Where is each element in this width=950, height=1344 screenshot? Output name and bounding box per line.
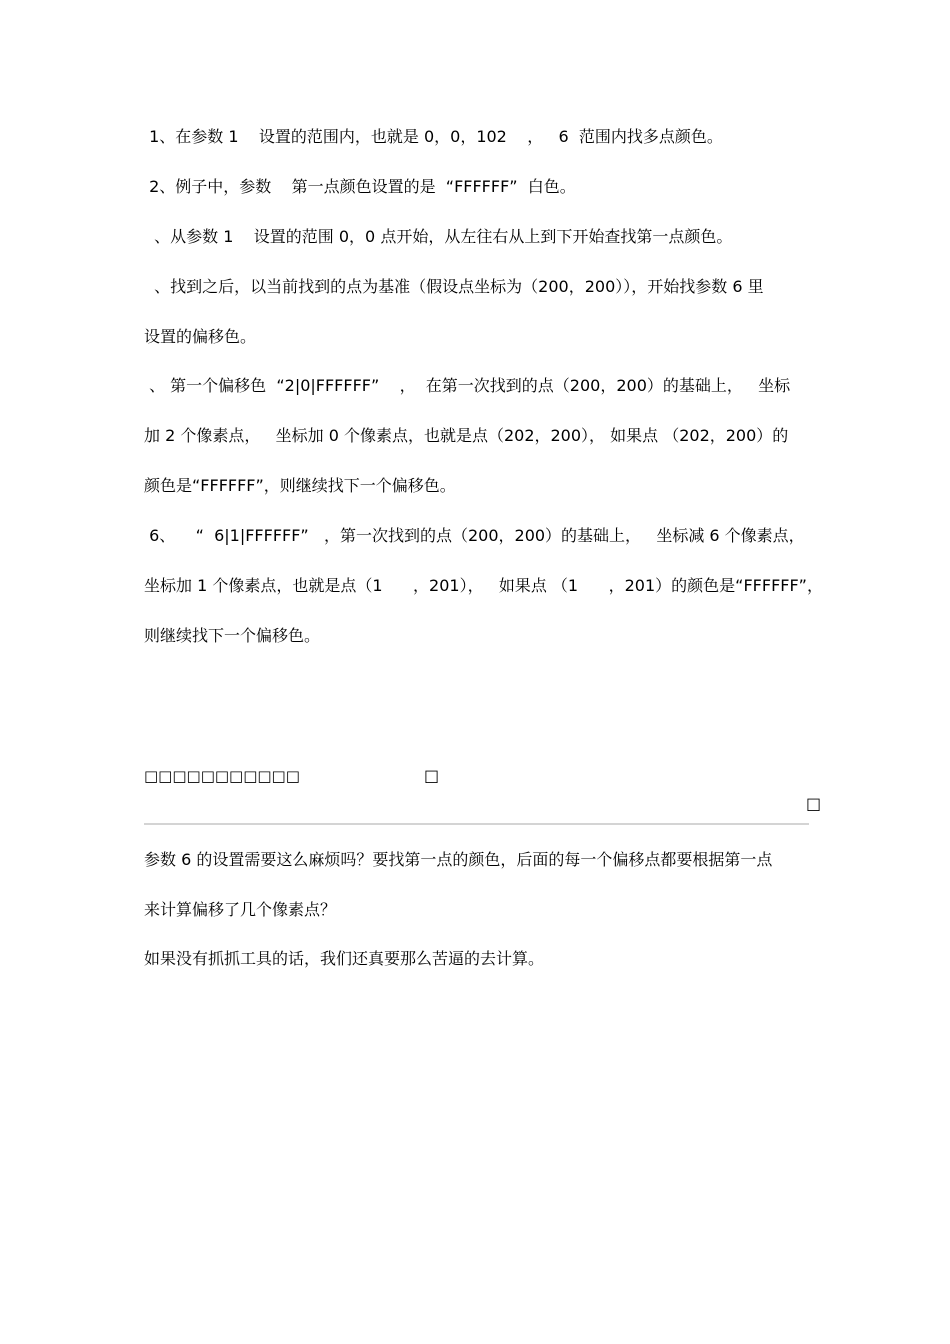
heading-glyph-1: □ xyxy=(424,766,440,785)
step-line-4-cont: 设置的偏移色。 xyxy=(144,327,257,346)
step-line-5: 、 第一个偏移色 “2|0|FFFFFF” ， 在第一次找到的点（200，200）的基础上， 坐标 xyxy=(144,376,791,395)
step-line-2: 2、例子中，参数 第一点颜色设置的是 “FFFFFF” 白色。 xyxy=(144,177,576,196)
note-line-2: 如果没有抓抓工具的话，我们还真要那么苦逼的去计算。 xyxy=(144,949,545,968)
note-line-1-cont: 来计算偏移了几个像素点？ xyxy=(144,900,337,919)
step-line-6-cont-1: 坐标加 1 个像素点，也就是点（1 ，201）， 如果点 （1 ，201）的颜色是“FFFFFF”， xyxy=(144,576,823,595)
section-divider xyxy=(144,823,809,825)
heading-glyph-2: □ xyxy=(806,794,822,813)
step-line-4: 、找到之后，以当前找到的点为基准（假设点坐标为（200，200）），开始找参数 6 里 xyxy=(144,277,764,296)
section-heading: □□□□□□□□□□□ xyxy=(144,767,300,785)
step-line-3: 、从参数 1 设置的范围 0，0 点开始，从左往右从上到下开始查找第一点颜色。 xyxy=(144,227,733,246)
step-line-5-cont-1: 加 2 个像素点， 坐标加 0 个像素点，也就是点（202，200）， 如果点 （202，200）的 xyxy=(144,426,789,445)
step-line-1: 1、在参数 1 设置的范围内，也就是 0，0，102 ， 6 范围内找多点颜色。 xyxy=(144,127,723,146)
step-line-5-cont-2: 颜色是“FFFFFF”，则继续找下一个偏移色。 xyxy=(144,476,456,495)
note-line-1: 参数 6 的设置需要这么麻烦吗？要找第一点的颜色，后面的每一个偏移点都要根据第一点 xyxy=(144,850,773,869)
step-line-6-cont-2: 则继续找下一个偏移色。 xyxy=(144,626,321,645)
step-line-6: 6、 “ 6|1|FFFFFF” ，第一次找到的点（200，200）的基础上， 坐标减 6 个像素点， xyxy=(144,526,805,545)
